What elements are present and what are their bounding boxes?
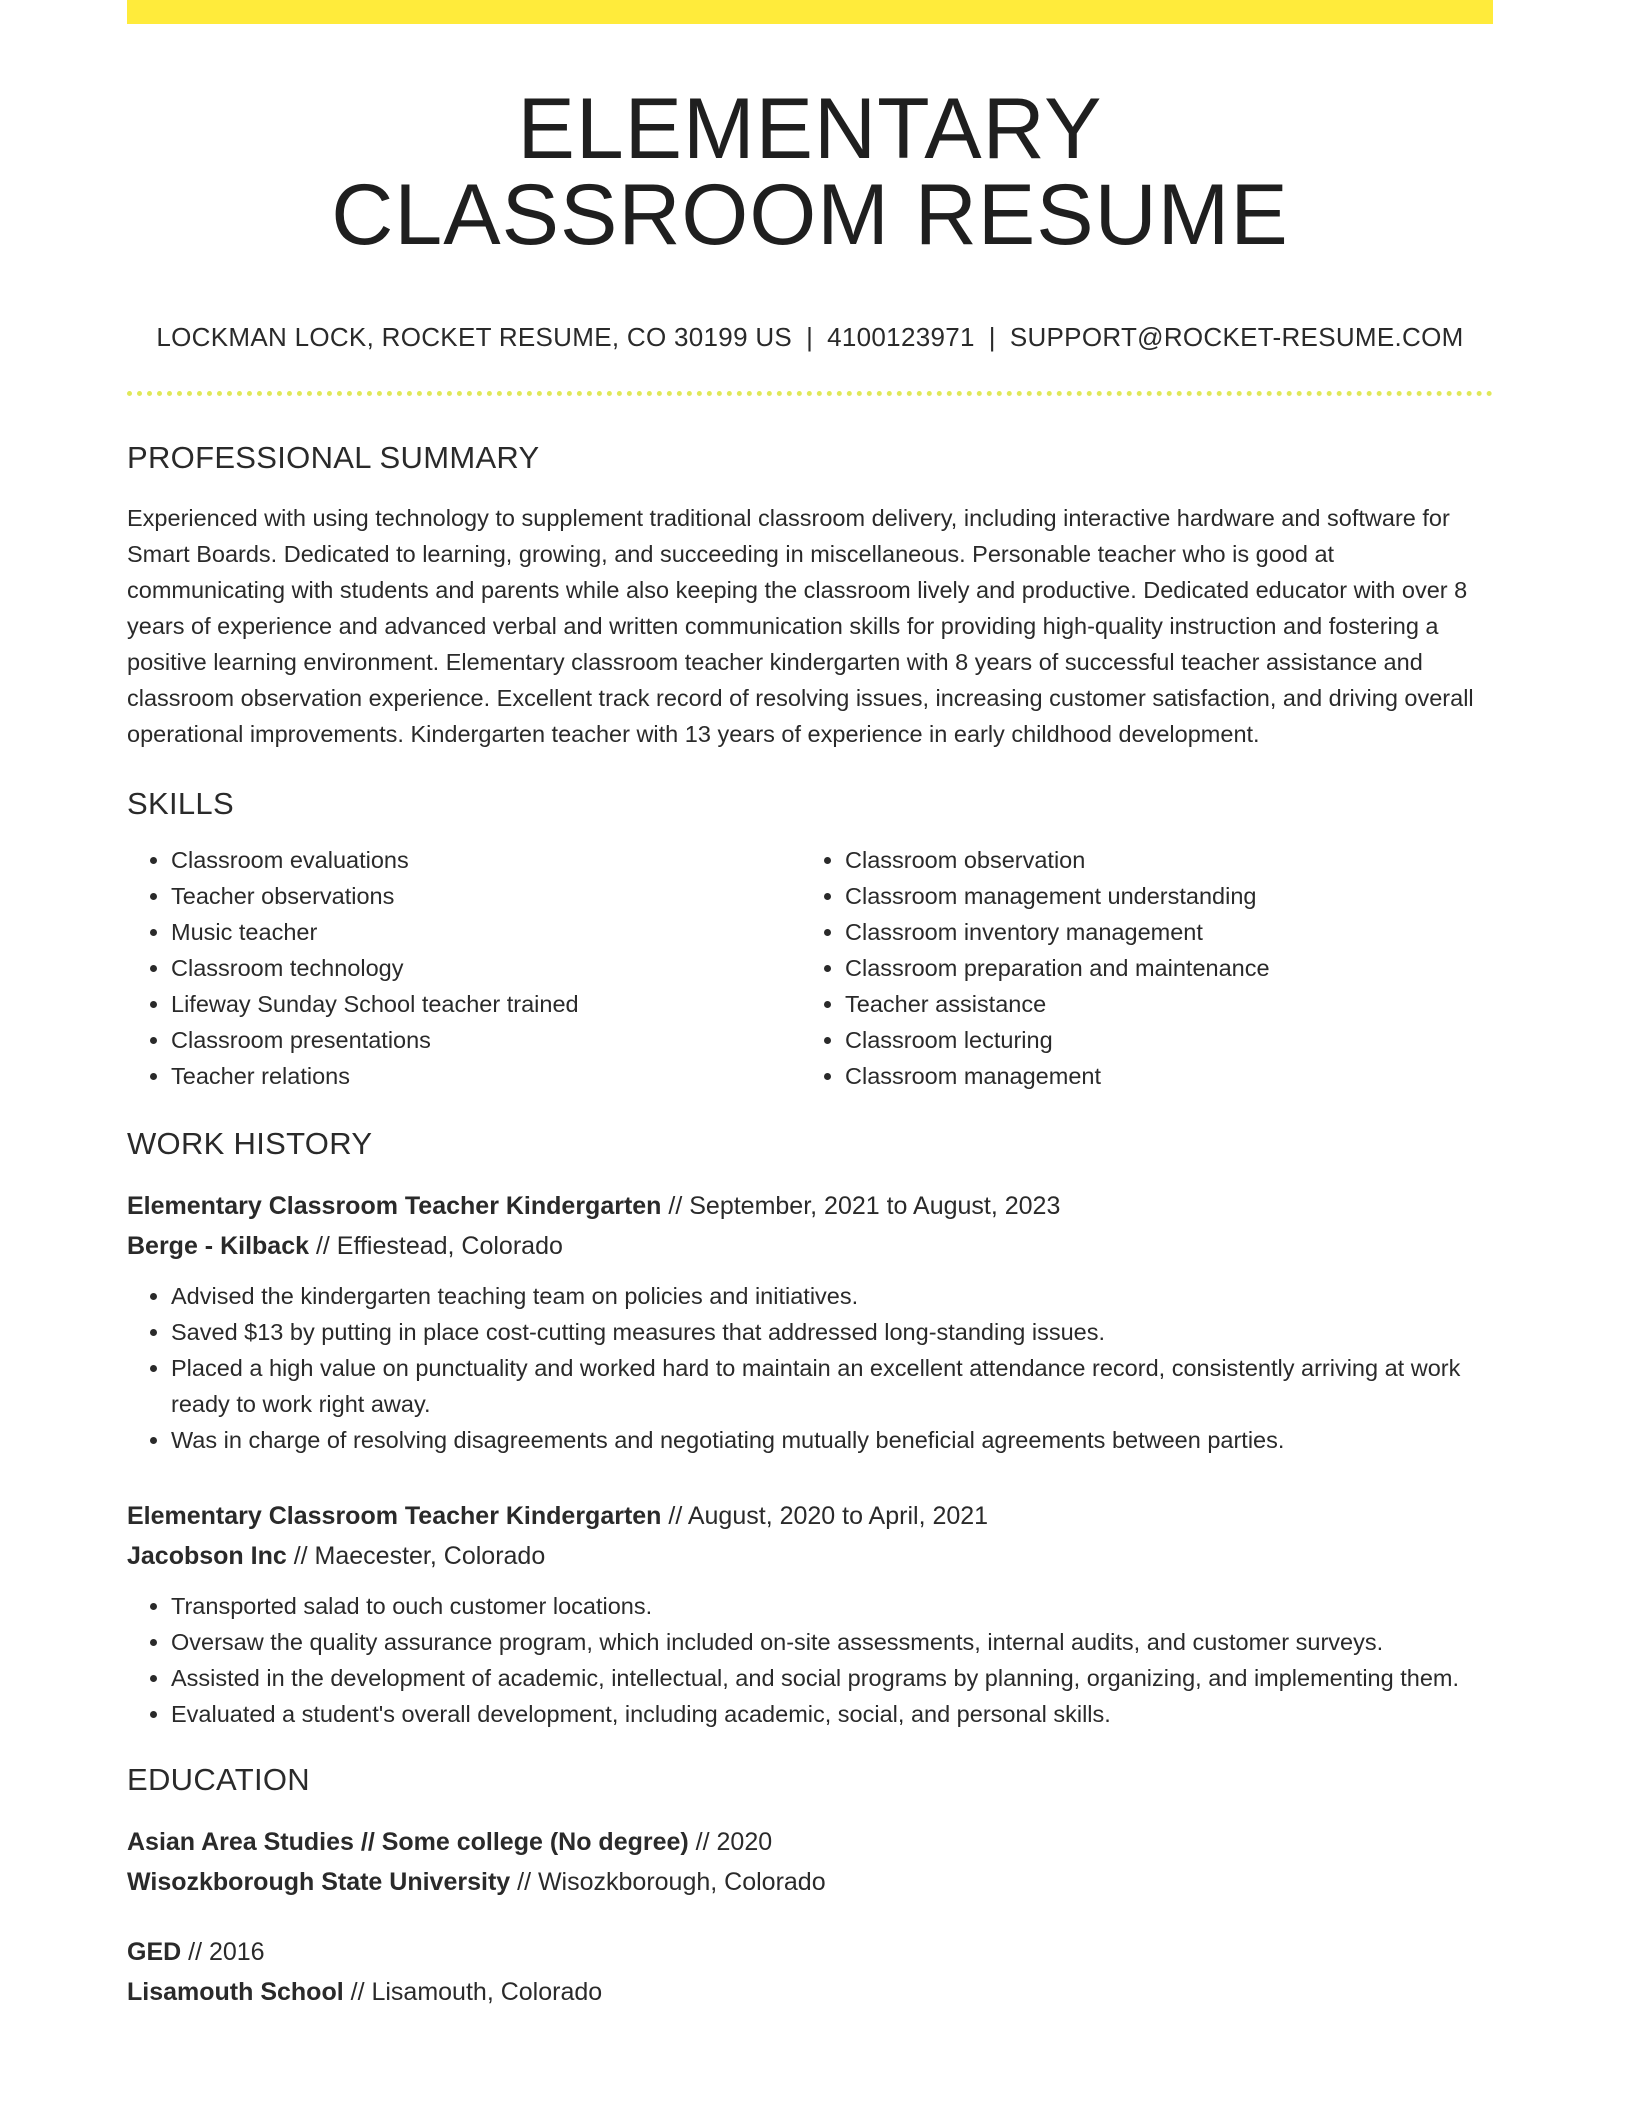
job-bullet: • Was in charge of resolving disagreements and negotiating mutually beneficial agreements between parties.	[171, 1422, 1493, 1458]
job-location: // Effiestead, Colorado	[309, 1232, 563, 1260]
skill-item: • Teacher assistance	[845, 986, 1475, 1022]
job-bullet: • Transported salad to ouch customer locations.	[171, 1588, 1493, 1624]
resume-page	[127, 0, 1493, 2012]
skills-heading: SKILLS	[127, 786, 234, 821]
contact-separator: |	[806, 322, 814, 352]
job-company: Jacobson Inc	[127, 1542, 287, 1570]
education-school: Lisamouth School	[127, 1978, 344, 2006]
job-title: Elementary Classroom Teacher Kindergarten	[127, 1502, 662, 1530]
job-location: // Maecester, Colorado	[286, 1542, 546, 1570]
skill-item: • Teacher observations	[171, 878, 801, 914]
education-degree: Asian Area Studies // Some college (No degree)	[127, 1828, 689, 1856]
skill-item: • Classroom presentations	[171, 1022, 801, 1058]
skill-item: • Classroom management	[845, 1058, 1475, 1094]
job-bullet: • Oversaw the quality assurance program, which included on-site assessments, internal audits, and customer surveys.	[171, 1624, 1493, 1660]
skill-item: • Classroom management understanding	[845, 878, 1475, 914]
skills-list	[127, 842, 1493, 1094]
job-dates: // September, 2021 to August, 2023	[661, 1192, 1061, 1220]
education-year: // 2016	[181, 1938, 265, 1966]
skill-item: • Classroom inventory management	[845, 914, 1475, 950]
contact-email: SUPPORT@ROCKET-RESUME.COM	[1009, 322, 1464, 352]
job-title-line	[127, 1186, 1493, 1226]
education-year: // 2020	[688, 1828, 773, 1856]
job-entry	[127, 1496, 1493, 1732]
education-location: // Wisozkborough, Colorado	[510, 1868, 826, 1896]
job-company: Berge - Kilback	[127, 1232, 310, 1260]
job-title-line	[127, 1496, 1493, 1536]
education-entry	[127, 1822, 1493, 1902]
education-location: // Lisamouth, Colorado	[343, 1978, 603, 2006]
skill-item: • Classroom technology	[171, 950, 801, 986]
job-entry	[127, 1186, 1493, 1458]
education-degree-line	[127, 1932, 1493, 1972]
summary-heading: PROFESSIONAL SUMMARY	[127, 440, 540, 475]
work-history-heading: WORK HISTORY	[127, 1126, 373, 1161]
job-bullets	[127, 1278, 1493, 1458]
education-degree: GED	[127, 1938, 182, 1966]
job-bullet: • Placed a high value on punctuality and worked hard to maintain an excellent attendance record, consistently arriving at work ready to work right away.	[171, 1350, 1493, 1422]
summary-text: Experienced with using technology to supplement traditional classroom delivery, including interactive hardware and software for Smart Boards. Dedicated to learning, growing, and succeeding in miscellaneous. Personable teacher who is good at communicating with students and parents while also keeping the classroom lively and productive. Dedicated educator with over 8 years of experience and advanced verbal and written communication skills for providing high-quality instruction and fostering a positive learning environment. Elementary classroom teacher kindergarten with 8 years of successful teacher assistance and classroom observation experience. Excellent track record of resolving issues, increasing customer satisfaction, and driving overall operational improvements. Kindergarten teacher with 13 years of experience in early childhood development.	[127, 505, 1474, 747]
contact-address: LOCKMAN LOCK, ROCKET RESUME, CO 30199 US	[156, 322, 793, 352]
resume-title	[127, 81, 1493, 263]
resume-title-line2: CLASSROOM RESUME	[331, 167, 1289, 263]
job-title: Elementary Classroom Teacher Kindergarten	[127, 1192, 662, 1220]
job-company-line	[127, 1226, 1493, 1266]
contact-phone: 4100123971	[827, 322, 975, 352]
education-school-line	[127, 1972, 1493, 2012]
skill-item: • Classroom preparation and maintenance	[845, 950, 1475, 986]
job-bullet: • Advised the kindergarten teaching team on policies and initiatives.	[171, 1278, 1493, 1314]
job-company-line	[127, 1536, 1493, 1576]
contact-line	[127, 322, 1493, 353]
education-degree-line	[127, 1822, 1493, 1862]
job-bullet: • Saved $13 by putting in place cost-cutting measures that addressed long-standing issues.	[171, 1314, 1493, 1350]
job-bullet: • Assisted in the development of academic, intellectual, and social programs by planning, organizing, and implementing them.	[171, 1660, 1493, 1696]
education-school-line	[127, 1862, 1493, 1902]
resume-title-line1: ELEMENTARY	[517, 81, 1103, 177]
job-bullet: • Evaluated a student's overall development, including academic, social, and personal skills.	[171, 1696, 1493, 1732]
education-entry	[127, 1932, 1493, 2012]
skills-column-right	[801, 842, 1475, 1094]
skill-item: • Teacher relations	[171, 1058, 801, 1094]
skill-item: • Music teacher	[171, 914, 801, 950]
skill-item: • Classroom observation	[845, 842, 1475, 878]
skill-item: • Classroom lecturing	[845, 1022, 1475, 1058]
contact-separator: |	[988, 322, 996, 352]
top-accent-bar	[127, 0, 1493, 24]
skill-item: • Lifeway Sunday School teacher trained	[171, 986, 801, 1022]
dotted-divider	[127, 391, 1493, 396]
skills-column-left	[127, 842, 801, 1094]
education-school: Wisozkborough State University	[127, 1868, 511, 1896]
education-heading: EDUCATION	[127, 1762, 310, 1797]
job-dates: // August, 2020 to April, 2021	[661, 1502, 989, 1530]
skill-item: • Classroom evaluations	[171, 842, 801, 878]
job-bullets	[127, 1588, 1493, 1732]
